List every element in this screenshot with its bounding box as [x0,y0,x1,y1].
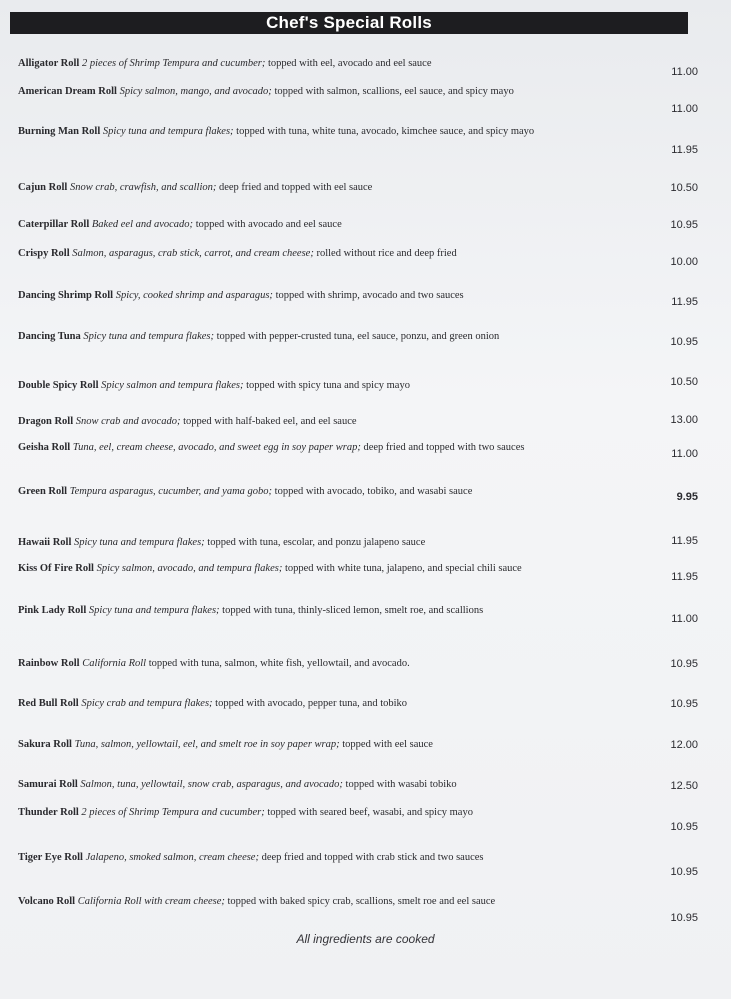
item-topping: topped with avocado, pepper tuna, and tobiko [212,698,408,709]
item-topping: topped with tuna, white tuna, avocado, kimchee sauce, and spicy mayo [233,126,535,137]
item-description: Snow crab and avocado; [75,416,181,427]
item-name: Tiger Eye Roll [18,852,83,863]
item-name: Burning Man Roll [18,126,101,137]
item-description: California Roll [82,658,147,669]
item-name: Dancing Shrimp Roll [18,290,114,301]
item-description: Spicy tuna and tempura flakes; [88,605,220,616]
item-description: Spicy tuna and tempura flakes; [74,537,205,548]
item-price: 12.50 [670,780,698,792]
menu-item-rainbow-roll [18,656,708,672]
item-name: Hawaii Roll [18,537,72,548]
item-price: 11.00 [671,103,698,115]
item-name: Red Bull Roll [18,698,79,709]
item-name: Double Spicy Roll [18,380,99,391]
item-name: Sakura Roll [18,739,72,750]
item-description: California Roll with cream cheese; [77,896,225,907]
cooked-footnote: All ingredients are cooked [296,932,435,946]
item-price: 10.95 [670,336,698,348]
item-name: Volcano Roll [18,896,76,907]
menu-item-volcano-roll [18,894,708,924]
item-price: 10.50 [670,182,698,194]
menu-item-samurai-roll [18,777,708,793]
item-topping: rolled without rice and deep fried [313,248,457,259]
item-name: Crispy Roll [18,248,70,259]
item-name: Pink Lady Roll [18,605,87,616]
item-description: Salmon, asparagus, crab stick, carrot, and cream cheese; [72,248,314,259]
item-topping: topped with salmon, scallions, eel sauce, and spicy mayo [271,86,514,97]
item-price: 10.95 [670,698,698,710]
menu-item-red-bull-roll [18,696,708,712]
item-topping: topped with avocado and eel sauce [193,219,342,230]
item-price: 11.00 [671,613,698,625]
menu-item-hawaii-roll [18,535,708,551]
item-description: Tuna, eel, cream cheese, avocado, and sweet egg in soy paper wrap; [72,442,361,453]
item-name: Kiss Of Fire Roll [18,563,94,574]
item-description: Tuna, salmon, yellowtail, eel, and smelt roe in soy paper wrap; [74,739,340,750]
item-topping: deep fried and topped with crab stick and two sauces [258,852,484,863]
item-description: Tempura asparagus, cucumber, and yama gobo; [69,486,273,497]
item-price: 12.00 [670,739,698,751]
item-price: 10.95 [670,912,698,924]
item-name: Dancing Tuna [18,331,81,342]
item-topping: topped with tuna, escolar, and ponzu jalapeno sauce [204,537,426,548]
item-topping: topped with white tuna, jalapeno, and special chili sauce [282,563,522,574]
item-name: Alligator Roll [18,58,80,69]
item-topping: topped with spicy tuna and spicy mayo [243,380,410,391]
item-topping: topped with seared beef, wasabi, and spicy mayo [264,807,473,818]
menu-item-alligator-roll [18,56,708,78]
item-description: Spicy crab and tempura flakes; [81,698,213,709]
item-price: 11.95 [671,144,698,156]
menu-item-dancing-shrimp-roll [18,288,708,308]
item-topping: topped with shrimp, avocado and two sauces [272,290,464,301]
item-description: Salmon, tuna, yellowtail, snow crab, asparagus, and avocado; [80,779,343,790]
item-topping: topped with tuna, salmon, white fish, yellowtail, and avocado. [146,658,410,669]
item-name: Caterpillar Roll [18,219,90,230]
item-name: American Dream Roll [18,86,117,97]
item-description: Spicy salmon, avocado, and tempura flakes; [96,563,283,574]
menu-item-thunder-roll [18,805,708,833]
item-price: 10.50 [670,376,698,388]
item-name: Dragon Roll [18,416,74,427]
menu-item-double-spicy-roll [18,378,708,394]
menu-item-dancing-tuna [18,329,708,348]
item-name: Rainbow Roll [18,658,80,669]
item-price: 9.95 [676,491,698,503]
item-description: Snow crab, crawfish, and scallion; [69,182,217,193]
item-topping: deep fried and topped with eel sauce [216,182,373,193]
menu-item-cajun-roll [18,180,708,196]
item-name: Thunder Roll [18,807,79,818]
item-topping: deep fried and topped with two sauces [360,442,525,453]
item-name: Green Roll [18,486,68,497]
item-price: 11.95 [671,535,698,547]
item-description: 2 pieces of Shrimp Tempura and cucumber; [81,58,266,69]
item-price: 10.95 [670,658,698,670]
item-price: 11.00 [671,66,698,78]
menu-item-geisha-roll [18,440,708,460]
item-price: 10.00 [670,256,698,268]
item-topping: topped with avocado, tobiko, and wasabi sauce [272,486,473,497]
item-topping: topped with tuna, thinly-sliced lemon, smelt roe, and scallions [219,605,484,616]
item-description: Spicy salmon and tempura flakes; [101,380,244,391]
menu-item-sakura-roll [18,737,708,753]
item-price: 13.00 [670,414,698,426]
item-description: Spicy, cooked shrimp and asparagus; [115,290,273,301]
item-description: 2 pieces of Shrimp Tempura and cucumber; [81,807,265,818]
item-name: Cajun Roll [18,182,68,193]
menu-item-green-roll [18,484,708,503]
item-price: 11.00 [671,448,698,460]
item-name: Geisha Roll [18,442,71,453]
item-price: 10.95 [670,866,698,878]
item-description: Spicy tuna and tempura flakes; [102,126,234,137]
item-price: 11.95 [671,296,698,308]
menu-item-crispy-roll [18,246,708,268]
item-description: Spicy salmon, mango, and avocado; [119,86,272,97]
menu-item-kiss-of-fire-roll [18,561,708,583]
menu-item-burning-man-roll [18,124,708,156]
item-name: Samurai Roll [18,779,78,790]
menu-item-tiger-eye-roll [18,850,708,878]
item-description: Baked eel and avocado; [91,219,194,230]
menu-item-dragon-roll [18,414,708,430]
item-price: 10.95 [670,821,698,833]
item-price: 10.95 [670,219,698,231]
item-topping: topped with baked spicy crab, scallions, smelt roe and eel sauce [224,896,496,907]
item-description: Jalapeno, smoked salmon, cream cheese; [85,852,259,863]
item-description: Spicy tuna and tempura flakes; [83,331,215,342]
menu-item-pink-lady-roll [18,603,708,625]
item-topping: topped with eel, avocado and eel sauce [265,58,432,69]
item-price: 11.95 [671,571,698,583]
item-topping: topped with wasabi tobiko [342,779,457,790]
menu-item-caterpillar-roll [18,217,708,233]
page-title: Chef's Special Rolls [10,12,688,34]
item-topping: topped with pepper-crusted tuna, eel sauce, ponzu, and green onion [214,331,500,342]
item-topping: topped with half-baked eel, and eel sauce [180,416,357,427]
item-topping: topped with eel sauce [339,739,433,750]
menu-item-american-dream-roll [18,84,708,115]
